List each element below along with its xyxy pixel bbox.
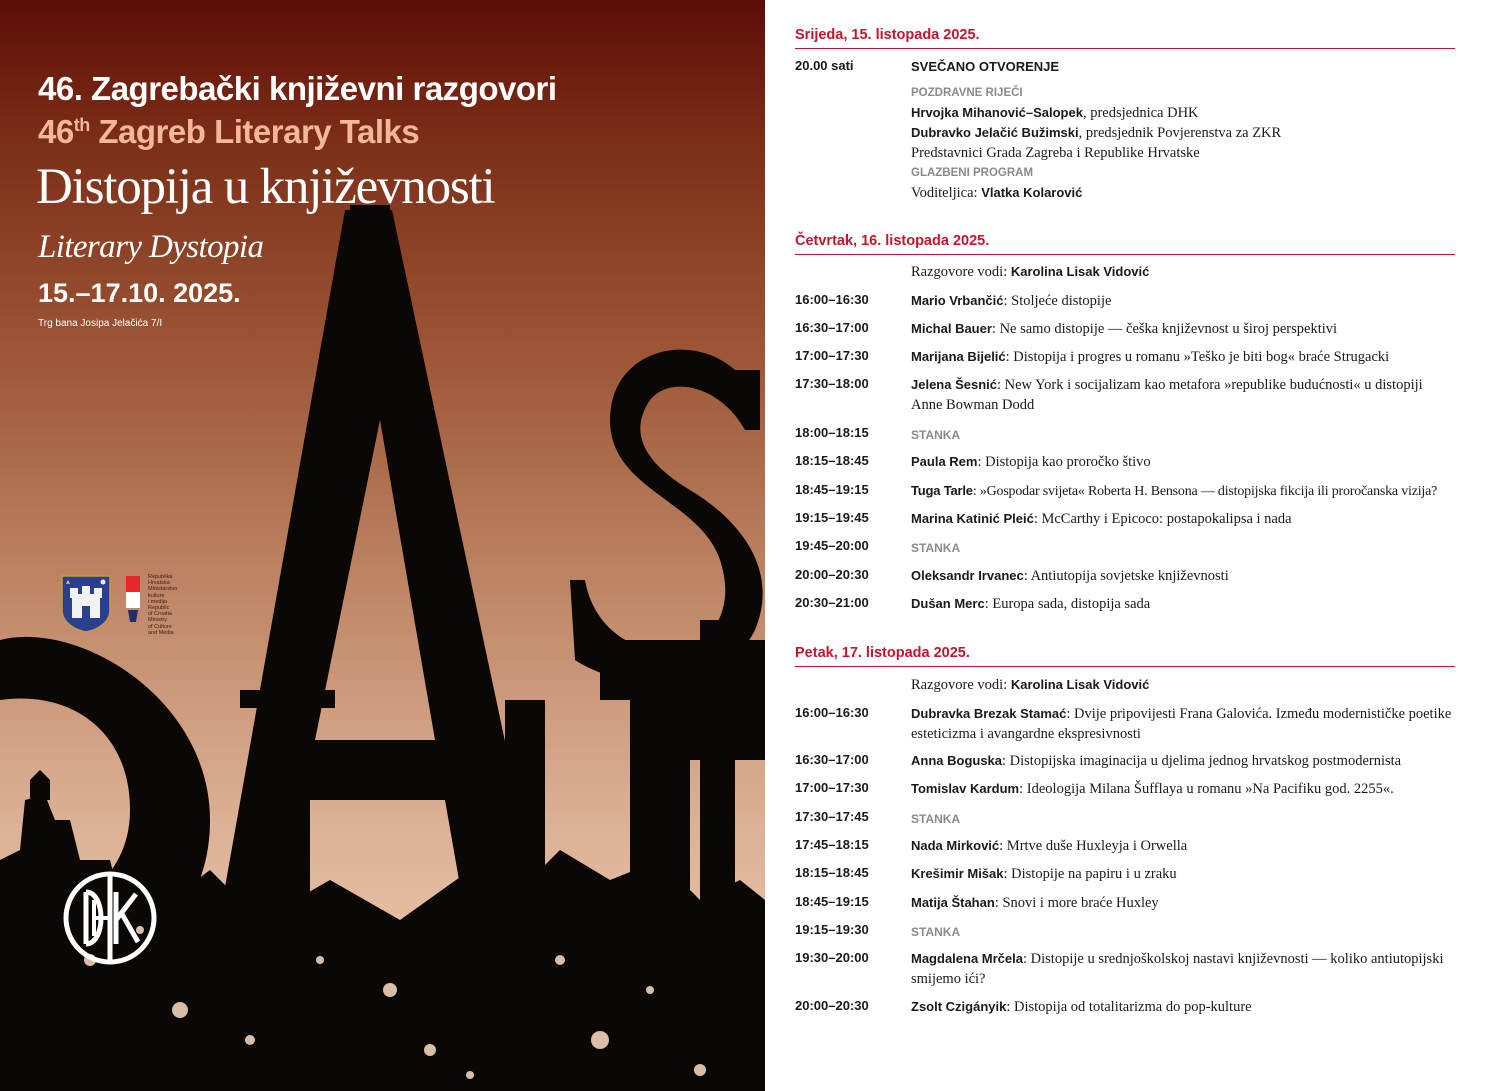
ministry-caption [148, 574, 200, 636]
zagreb-coat-of-arms-icon [62, 576, 110, 632]
ministry-caption-line: kulture [148, 592, 165, 599]
host-label: Voditeljica: [911, 185, 982, 201]
speaker-name: Michal Bauer [911, 321, 992, 336]
festival-dates: 15.–17.10. 2025. [38, 278, 241, 308]
slot-talk [911, 751, 1455, 771]
title-en-rest: Zagreb Literary Talks [89, 113, 420, 150]
slot-talk [911, 291, 1455, 311]
speaker-name: Paula Rem [911, 454, 978, 469]
speaker-name: Dubravka Brezak Stamać [911, 706, 1067, 721]
day-wednesday [795, 27, 1455, 49]
speaker-name: Tuga Tarle [911, 483, 973, 498]
slot-time: 20:00–20:30 [795, 998, 869, 1013]
moderator-line [911, 675, 1455, 695]
ministry-caption-line: of Croatia [148, 611, 172, 618]
slot-talk [911, 779, 1455, 799]
slot-time: 18:45–19:15 [795, 482, 869, 497]
ruins-tower [30, 770, 50, 800]
ministry-caption-line: Republic [148, 605, 170, 612]
venue-address: Trg bana Josipa Jelačića 7/I [38, 318, 163, 329]
slot-time: 20:30–21:00 [795, 595, 869, 610]
host-line [911, 183, 1455, 203]
talk-title: : Distopija i progres u romanu »Teško je biti bog« braće Strugacki [1005, 349, 1390, 365]
moderator-label: Razgovore vodi: [911, 264, 1011, 280]
festival-title-en [38, 113, 419, 151]
opening-title: SVEČANO OTVORENJE [911, 59, 1060, 74]
talk-title: : Antiutopija sovjetske književnosti [1023, 568, 1229, 584]
speaker-name: Nada Mirković [911, 838, 1000, 853]
letter-silhouettes [0, 205, 765, 1091]
speaker-name: Magdalena Mrčela [911, 951, 1023, 966]
slot-talk [911, 375, 1455, 415]
theme-title-en: Literary Dystopia [38, 229, 264, 265]
moderator-name: Karolina Lisak Vidović [1010, 677, 1150, 692]
slot-talk [911, 566, 1455, 586]
moderator-name: Karolina Lisak Vidović [1010, 264, 1150, 279]
talk-title: : Ideologija Milana Šufflaya u romanu »Na Pacifiku god. 2255«. [1019, 781, 1394, 797]
host-name: Vlatka Kolarović [981, 185, 1083, 200]
talk-title: : Europa sada, distopija sada [984, 596, 1151, 612]
ministry-logo-icon [126, 576, 140, 622]
ministry-caption-line: of Culture [148, 623, 172, 630]
greeting-speaker [911, 103, 1455, 123]
day-friday [795, 645, 1455, 667]
break-label: STANKA [911, 812, 961, 826]
break-label: STANKA [911, 541, 961, 555]
moderator-label: Razgovore vodi: [911, 677, 1011, 693]
talk-title: : Snovi i more braće Huxley [994, 895, 1159, 911]
talk-title: : »Gospodar svijeta« Roberta H. Bensona — distopijska fikcija ili proročanska vizija? [972, 484, 1438, 499]
music-label: GLAZBENI PROGRAM [911, 167, 1034, 179]
day-title: Petak, 17. listopada 2025. [795, 645, 1455, 667]
talk-title: : McCarthy i Epicoco: postapokalipsa i nada [1033, 511, 1292, 527]
slot-time: 18:15–18:45 [795, 865, 869, 880]
slot-break [911, 808, 1455, 828]
slot-time: 17:00–17:30 [795, 780, 869, 795]
slot-time: 17:00–17:30 [795, 348, 869, 363]
speaker-name: Matija Štahan [911, 895, 995, 910]
slot-break [911, 424, 1455, 444]
speaker-role: , predsjednik Povjerenstva za ZKR [1078, 125, 1282, 141]
speaker-name: Krešimir Mišak [911, 866, 1004, 881]
slot-talk [911, 509, 1455, 529]
slot-talk [911, 949, 1455, 989]
talk-title: : Ne samo distopije — češka književnost u široj perspektivi [991, 321, 1338, 337]
slot-time: 19:15–19:30 [795, 922, 869, 937]
slot-break [911, 921, 1455, 941]
slot-time: 18:00–18:15 [795, 425, 869, 440]
slot-time: 18:15–18:45 [795, 453, 869, 468]
speaker-name: Hrvojka Mihanović–Salopek [911, 105, 1083, 120]
letter-i-serif [240, 690, 335, 708]
greeting-speaker [911, 123, 1455, 143]
slot-time: 19:45–20:00 [795, 538, 869, 553]
speaker-name: Anna Boguska [911, 753, 1003, 768]
slot-time: 19:15–19:45 [795, 510, 869, 525]
talk-title: : Stoljeće distopije [1003, 293, 1112, 309]
slot-talk [911, 594, 1455, 614]
talk-title: : Distopijska imaginacija u djelima jednog hrvatskog postmodernista [1002, 753, 1402, 769]
greetings-label: POZDRAVNE RIJEČI [911, 87, 1023, 99]
speaker-name: Marijana Bijelić [911, 349, 1006, 364]
slot-talk [911, 319, 1455, 339]
speaker-name: Marina Katinić Pleić [911, 511, 1034, 526]
opening-time: 20.00 sati [795, 58, 854, 73]
moderator-line [911, 262, 1455, 282]
speaker-name: Dušan Merc [911, 596, 985, 611]
theme-title-hr: Distopija u književnosti [36, 159, 495, 215]
slot-time: 17:45–18:15 [795, 837, 869, 852]
slot-time: 20:00–20:30 [795, 567, 869, 582]
speaker-name: Tomislav Kardum [911, 781, 1020, 796]
ministry-caption-line: i medija [148, 598, 167, 605]
slot-break [911, 537, 1455, 557]
speaker-name: Zsolt Czigányik [911, 999, 1007, 1014]
slot-talk [911, 347, 1455, 367]
slot-talk [911, 893, 1455, 913]
speaker-name: Mario Vrbančić [911, 293, 1004, 308]
break-label: STANKA [911, 925, 961, 939]
slot-time: 16:30–17:00 [795, 752, 869, 767]
talk-title: : Distopija kao proročko štivo [977, 454, 1151, 470]
slot-time: 19:30–20:00 [795, 950, 869, 965]
speaker-name: Dubravko Jelačić Bužimski [911, 125, 1079, 140]
title-en-number: 46 [38, 113, 74, 150]
slot-time: 16:00–16:30 [795, 292, 869, 307]
slot-talk [911, 836, 1455, 856]
day-title: Četvrtak, 16. listopada 2025. [795, 233, 1455, 255]
ministry-caption-line: Ministarstvo [148, 586, 178, 593]
slot-time: 16:30–17:00 [795, 320, 869, 335]
day-thursday [795, 233, 1455, 255]
slot-talk [911, 481, 1455, 502]
talk-title: : Distopija od totalitarizma do pop-kulture [1006, 999, 1252, 1015]
opening-details [911, 57, 1455, 203]
officials: Predstavnici Grada Zagreba i Republike Hrvatske [911, 145, 1200, 161]
title-en-ordinal: th [73, 115, 90, 135]
talk-title: : Distopije u srednjoškolskoj nastavi književnosti — koliko antiutopijski smijemo ići? [911, 951, 1444, 987]
speaker-name: Jelena Šesnić [911, 377, 997, 392]
talk-title: : Mrtve duše Huxleyja i Orwella [999, 838, 1188, 854]
slot-talk [911, 864, 1455, 884]
talk-title: : Dvije pripovijesti Frana Galovića. Između modernističke poetike esteticizma i avangardne ekspresivnosti [911, 706, 1452, 742]
speaker-role: , predsjednica DHK [1082, 105, 1199, 121]
ministry-caption-line: and Media [148, 629, 174, 636]
slot-talk [911, 704, 1455, 744]
ministry-caption-line: Hrvatska [148, 580, 170, 587]
ministry-caption-line: Ministry [148, 617, 167, 624]
slot-time: 17:30–17:45 [795, 809, 869, 824]
slot-time: 17:30–18:00 [795, 376, 869, 391]
slot-time: 18:45–19:15 [795, 894, 869, 909]
talk-title: : Distopije na papiru i u zraku [1003, 866, 1177, 882]
speaker-name: Oleksandr Irvanec [911, 568, 1024, 583]
talk-title: : New York i socijalizam kao metafora »republike budućnosti« u distopiji Anne Bowman Dodd [911, 377, 1423, 413]
slot-talk [911, 452, 1455, 472]
slot-time: 16:00–16:30 [795, 705, 869, 720]
programme [795, 0, 1455, 1091]
break-label: STANKA [911, 428, 961, 442]
day-title: Srijeda, 15. listopada 2025. [795, 27, 1455, 49]
festival-title-hr: 46. Zagrebački književni razgovori [38, 70, 557, 107]
ministry-caption-line: Republika [148, 574, 173, 580]
slot-talk [911, 997, 1455, 1017]
